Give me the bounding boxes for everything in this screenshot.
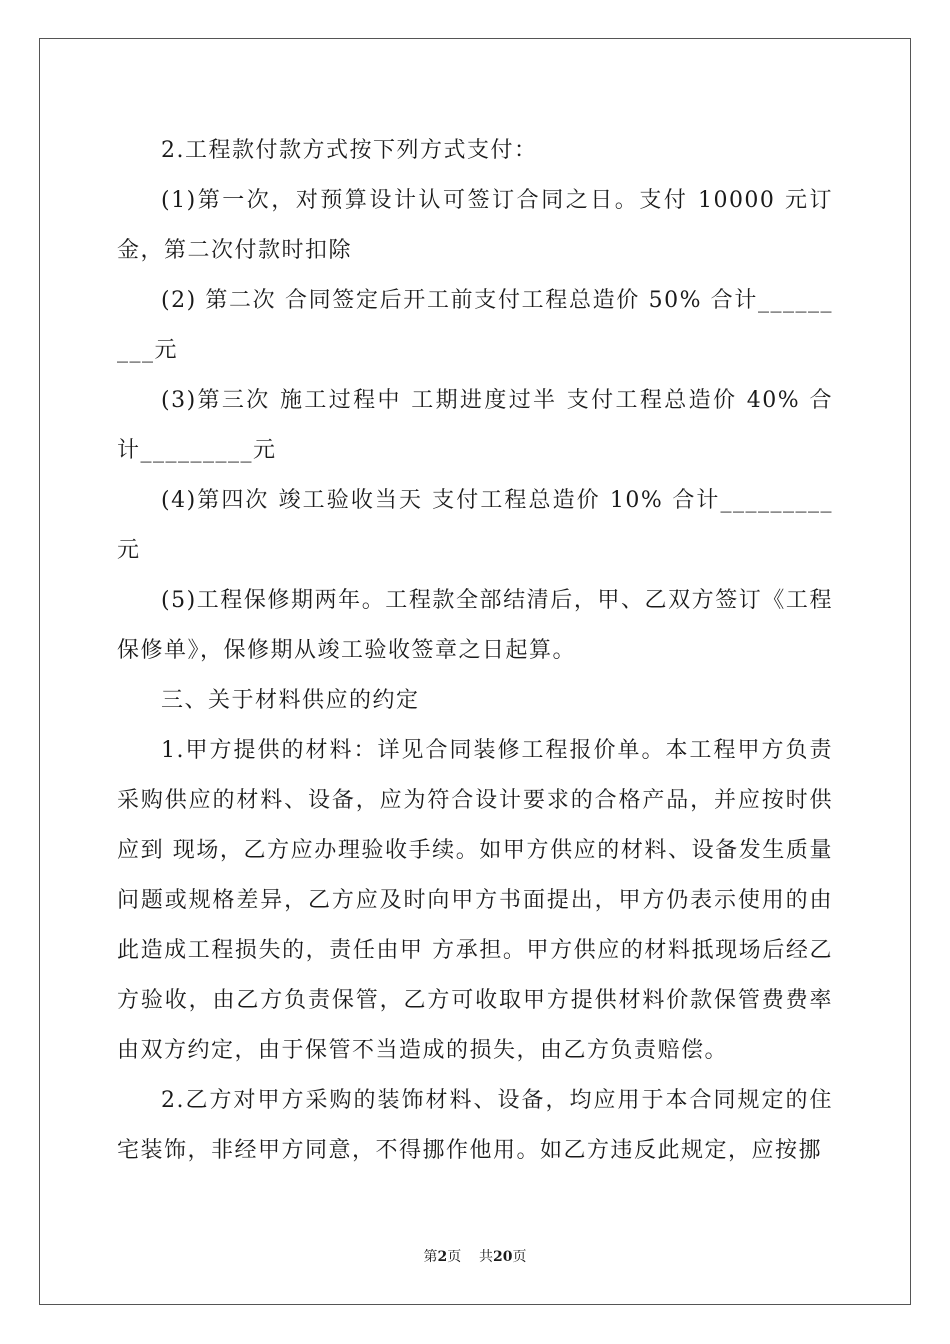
payment-method-heading: 2.工程款付款方式按下列方式支付： <box>161 138 538 163</box>
materials-clause-2: 2.乙方对甲方采购的装饰材料、设备，均应用于本合同规定的住宅装饰，非经甲方同意，不得挪作他用。如乙方违反此规定，应按挪 <box>117 1088 833 1163</box>
payment-item-3: (3)第三次 施工过程中 工期进度过半 支付工程总造价 40% 合计_________元 <box>117 388 833 463</box>
payment-item-2: (2) 第二次 合同签定后开工前支付工程总造价 50% 合计_________元 <box>117 288 833 363</box>
total-prefix: 共 <box>479 1249 494 1265</box>
total-suffix: 页 <box>512 1249 527 1265</box>
materials-clause-1: 1.甲方提供的材料：详见合同装修工程报价单。本工程甲方负责采购供应的材料、设备，应为符合设计要求的合格产品，并应按时供应到 现场，乙方应办理验收手续。如甲方供应的材料、设备发生质量问题或规格差异，乙方应及时向甲方书面提出，甲方仍表示使用的由此造成工程损失的，责任由甲 方承担。甲方供应的材料抵现场后经乙方验收，由乙方负责保管，乙方可收取甲方提供材料价款保管费费率由双方约定，由于保管不当造成的损失，由乙方负责赔偿。 <box>117 738 833 1063</box>
document-body <box>117 126 833 1176</box>
payment-item-5: (5)工程保修期两年。工程款全部结清后，甲、乙双方签订《工程保修单》，保修期从竣工验收签章之日起算。 <box>117 588 833 663</box>
total-pages: 20 <box>493 1249 513 1265</box>
page-number: 2 <box>437 1249 448 1265</box>
payment-item-4: (4)第四次 竣工验收当天 支付工程总造价 10% 合计_________元 <box>117 488 833 563</box>
payment-item-1: (1)第一次，对预算设计认可签订合同之日。支付 10000 元订金，第二次付款时扣除 <box>117 188 833 263</box>
page-suffix: 页 <box>447 1249 462 1265</box>
section-heading-materials: 三、关于材料供应的约定 <box>161 688 420 713</box>
page-footer <box>0 1248 950 1266</box>
page-prefix: 第 <box>423 1249 438 1265</box>
